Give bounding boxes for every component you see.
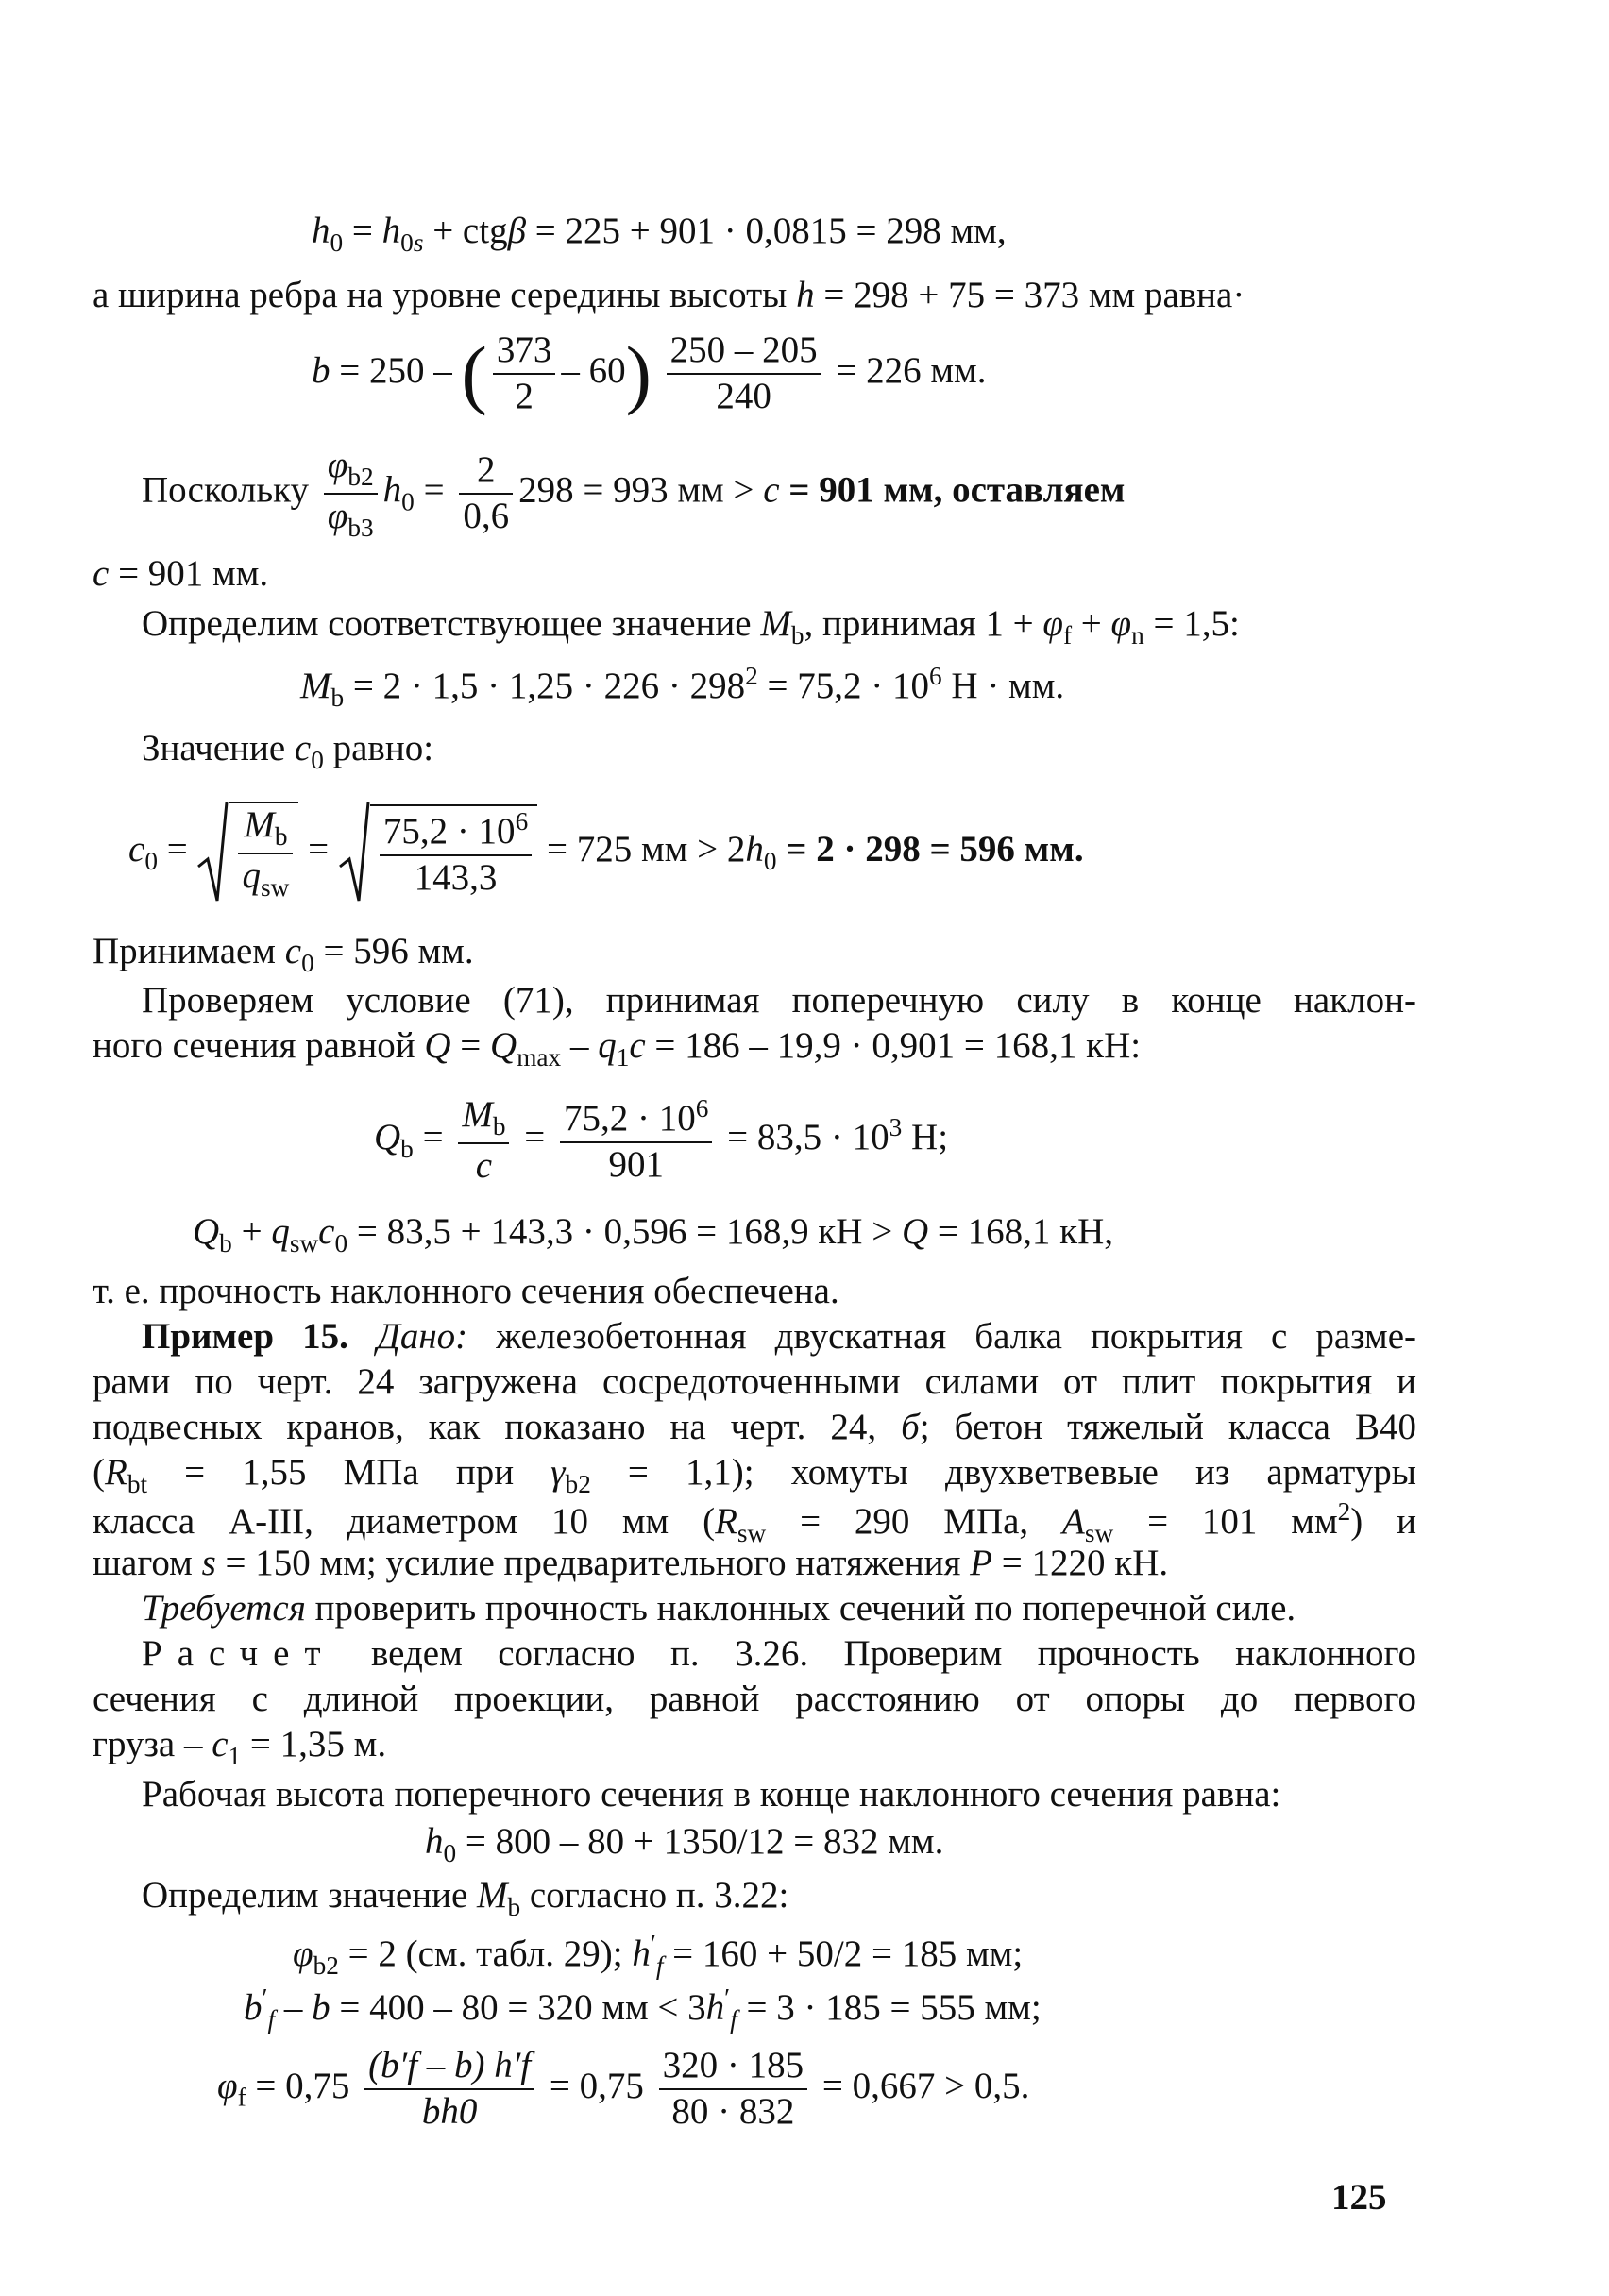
text-line: Определим значение $M_b$ согласно п. 3.22:	[142, 1875, 789, 1921]
formula-qb: $Q_b$ = $\frac{M_b}{c}$ = $\frac{75,2 \cdot 10^6}{901}$ = $83,5 \cdot 10^3$ Н;	[374, 1094, 949, 1186]
text-line: Принимаем $c_0 = 596$ мм.	[93, 931, 474, 977]
formula-phi-b2: $\varphi_{b2} = 2$ (см. табл. 29); $h'_f = 160 + 50/2 = 185$ мм;	[293, 1930, 1024, 1980]
formula-qb-sum: $Q_b + q_{sw}c_0 = 83,5 + 143,3 \cdot 0,596 = 168,9$ кН > Q = 168,1 кН,	[193, 1211, 1113, 1258]
formula-c0: $c_0$ = $\frac{M_b}{q_{sw}}$ = $\frac{75,2 \cdot 10^6}{143,3}$ = 725 мм > $2h_0 = 2 \cdot 298 = 596$ мм.	[128, 801, 1084, 904]
sqrt-sign: $\frac{75,2 \cdot 10^6}{143,3}$	[338, 801, 537, 904]
text-line: Поскольку $\frac{\varphi_{b2}}{\varphi_{b3}}$ $h_0$ = $\frac{2}{0,6}$ 298 = 993 мм > c = 901 мм, оставляем	[142, 445, 1126, 542]
text-line: c = 901 мм.	[93, 553, 269, 594]
formula-h0-2: $h_0 = 800 - 80 + 1350/12 = 832$ мм.	[425, 1821, 944, 1867]
text-line: а ширина ребра на уровне середины высоты h = 298 + 75 = 373 мм равна·	[93, 275, 1245, 315]
text-line: груза – $c_1 = 1,35$ м.	[93, 1724, 387, 1770]
text-line: подвесных кранов, как показано на черт. 24, б; бетон тяжелый класса В40	[93, 1407, 1416, 1447]
page-number: 125	[1331, 2177, 1387, 2218]
formula-phi-f: $\varphi_f = 0,75$ $\frac{(b'f - b) h'f}{bh0}$ = 0,75 $\frac{320 \cdot 185}{80 \cdot 832}$ = 0,667 > 0,5.	[217, 2045, 1030, 2132]
text-line: Значение $c_0$ равно:	[142, 728, 434, 774]
text-line: ного сечения равной $Q = Q_{max} - q_1c = 186 - 19,9 \cdot 0,901 = 168,1$ кН:	[93, 1025, 1142, 1072]
sqrt-sign: $\frac{M_b}{q_{sw}}$	[196, 801, 298, 904]
text-line: класса А-III, диаметром 10 мм ($R_{sw} = 290$ МПа, $A_{sw} = 101$ $мм^2$) и	[93, 1497, 1417, 1547]
text-line: рами по черт. 24 загружена сосредоточенными силами от плит покрытия и	[93, 1361, 1416, 1402]
text-line: Определим соответствующее значение $M_b$, принимая $1 + \varphi_f + \varphi_n = 1,5$:	[142, 603, 1240, 650]
text-line: ($R_{bt} = 1,55$ МПа при $\gamma_{b2} = 1,1$); хомуты двухветвевые из арматуры	[93, 1452, 1416, 1498]
text-line: т. е. прочность наклонного сечения обеспечена.	[93, 1271, 839, 1311]
text-line: шагом s = 150 мм; усилие предварительного натяжения P = 1220 кН.	[93, 1543, 1169, 1583]
right-paren: )	[625, 329, 652, 416]
formula-b: b = 250 – ( $\frac{373}{2}$ – 60) $\frac{250 - 205}{240}$ = 226 мм.	[312, 329, 987, 416]
formula-h0: $h_0 = h_{0s} + ctg\beta = 225 + 901 \cdot 0,0815 = 298$ мм,	[312, 211, 1007, 257]
text-line: Требуется проверить прочность наклонных сечений по поперечной силе.	[142, 1588, 1296, 1629]
text-line: Расчет ведем согласно п. 3.26. Проверим прочность наклонного	[142, 1633, 1416, 1674]
text-line: Пример 15. Дано: железобетонная двускатная балка покрытия с разме-	[142, 1316, 1417, 1357]
text-line: Проверяем условие (71), принимая поперечную силу в конце наклон-	[142, 980, 1416, 1021]
formula-bf: $b'_f - b = 400 - 80 = 320$ мм < $3h'_f = 3 \cdot 185 = 555$ мм;	[244, 1984, 1042, 2034]
formula-mb: $M_b = 2 \cdot 1,5 \cdot 1,25 \cdot 226 \cdot 298^2 = 75,2 \cdot 10^6$ Н · мм.	[300, 662, 1065, 712]
text-line: Рабочая высота поперечного сечения в конце наклонного сечения равна:	[142, 1774, 1281, 1815]
left-paren: (	[461, 329, 487, 416]
text-line: сечения с длиной проекции, равной расстоянию от опоры до первого	[93, 1679, 1416, 1719]
